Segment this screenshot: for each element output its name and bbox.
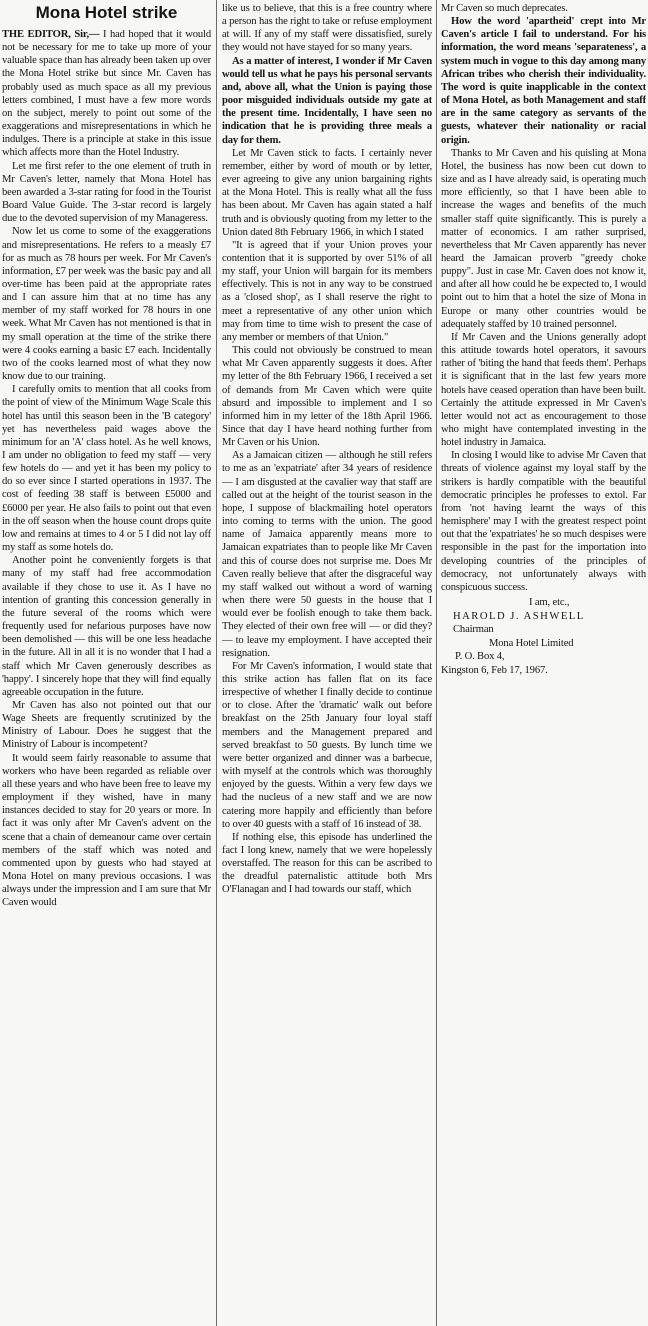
letter-paragraph: like us to believe, that this is a free country where a person has the right to take or refuse employment at will. If any of my staff were dissatisfied, surely they would not have stayed for so many years. — [222, 3, 432, 54]
signature-address-date: Kingston 6, Feb 17, 1967. — [441, 664, 548, 676]
letter-paragraph — [2, 28, 211, 160]
article-column-1 — [2, 2, 211, 1324]
column-rule — [216, 0, 217, 1326]
letter-paragraph: As a Jamaican citizen — although he still refers to me as an 'expatriate' after 34 years of residence — I am disgusted at the cavalier way that staff are called out at the height of the tourist season in the hope, I suppose of blackmailing hotel operators into coming to terms with the union. The good name of Jamaica apparently means more to Jamaican expatriates than to people like Mr Caven and this of course does not surprise me. Does Mr Caven really believe that after the disgraceful way my staff walked out without a word of warning when there were 50 guests in the house that I would ever be foolish enough to take them back. They elected of their own free will — or did they? — to leave my employment. I have accepted their resignation. — [222, 450, 432, 659]
article-column-3 — [441, 2, 646, 864]
signature-title: Chairman — [453, 624, 494, 636]
letter-paragraph: Now let us come to some of the exaggerations and misrepresentations. He refers to a measly £7 for as much as 78 hours per week. For Mr Caven's information, £7 per week was the basic pay and all over-time has been paid at the appropriate rates and I can assure him that at no time has any member of my staff worked for 78 hours in one week. What Mr Caven has not mentioned is that in my small operation at the time of the strike there were 4 cooks earning a basic £7 each. Incidentally two of the cooks learned most of what they now know due to our training. — [2, 226, 211, 383]
letter-paragraph: Mr Caven so much deprecates. — [441, 3, 568, 14]
quoted-paragraph: "It is agreed that if your Union proves your contention that it is supported by over 51% of all my staff, your Union will bargain for its members effectively. This is not in any way to be construed as a 'closed shop', as I shall reserve the right to meet a representative of any other union which may from time to time wish to present the case of any member or members of that Union." — [222, 239, 432, 343]
signature-block — [441, 596, 646, 677]
letter-paragraph: Thanks to Mr Caven and his quisling at Mona Hotel, the business has now been cut down to size and as I have already said, is operating much more efficiently, so that I have been able to increase the wages and benefits of the much smaller staff quite significantly. This is purely a matter of economics. I am rather surprised, nevertheless that Mr Caven apparently has never heard the Jamaican proverb "greedy choke puppy". Just in case Mr. Caven does not know it, and after all how could he be expected to, I would point out to him that a hotel the size of Mona in Europe or many other countries would be adequately staffed by 10 trained personnel. — [441, 147, 646, 330]
letter-paragraph: Let Mr Caven stick to facts. I certainly never remember, either by word of mouth or by letter, ever agreeing to give any union bargaining rights at the Mona Hotel. This is really what all the fuss has been about. Mr Caven has again stated a half truth and is obviously quoting from my letter to the Union dated 8th February 1966, in which I stated — [222, 147, 432, 238]
letter-paragraph: How the word 'apartheid' crept into Mr Caven's article I fail to understand. For his information, the word means 'separateness', a system much in vogue to this day among many African tribes who cherish their individuality. The word is quite inapplicable in the context of Mona Hotel, as both Management and staff are in the same category as servants of the guests, whatever their nationality or racial origin. — [441, 16, 646, 146]
paragraph-text: I had hoped that it would not be necessary for me to take up more of your valuable space than has already been taken up over the Mona Hotel strike but since Mr. Caven has probably used as much space as all my previous letters combined, I must have a few more words on the subject, merely to point out some of the exaggerations and misrepresentations in which he indulges. There is a principle at stake in this issue which affects more than the Hotel Industry. — [2, 29, 211, 159]
letter-paragraph: Another point he conveniently forgets is that many of my staff had free accommodation available if they chose to use it. As I have no intention of granting this concession generally in the future several of the rooms which were frequently used for nefarious purposes have now been demolished — this will be one less headache in the future. All in all it is no wonder that I had a staff which Mr Caven generously describes as 'happy'. I sincerely hope that they will find equally agreeable occupation in the future. — [2, 555, 211, 698]
signature-closing: I am, etc., — [529, 597, 570, 609]
signature-address: P. O. Box 4, — [455, 651, 505, 663]
letter-paragraph: If Mr Caven and the Unions generally adopt this attitude towards hotel operators, it savours rather of 'biting the hand that feeds them'. Perhaps it is significant that in the last few years more hotels have ceased operation than have been built. Certainly the attitude expressed in Mr Caven's letter would not act as encouragement to those who might have contemplated investing in the hotel industry in Jamaica. — [441, 331, 646, 449]
letter-paragraph: Let me first refer to the one element of truth in Mr Caven's letter, namely that Mona Hotel has been awarded a 3-star rating for food in the Tourist Board Value Guide. The 3-star record is largely due to the devoted supervision of my Manageress. — [2, 160, 211, 225]
article-column-2 — [222, 2, 432, 1324]
signature-name: HAROLD J. ASHWELL — [453, 610, 585, 622]
headline: Mona Hotel strike — [35, 3, 178, 22]
letter-paragraph: This could not obviously be construed to mean what Mr Caven apparently suggests it does. After my letter of the 8th February 1966, I received a set of demands from Mr Caven which were quite absurd and impossible to implement and I so informed him in my letter of the 18th April 1966. Since that day I have heard nothing further from Mr Caven or his Union. — [222, 345, 432, 449]
salutation: THE EDITOR, Sir,— — [2, 29, 100, 40]
letter-paragraph: For Mr Caven's information, I would state that this strike action has fallen flat on its face irrespective of whether I finally decide to continue or to close. After the 'dramatic' walk out before breakfast on the 25th January four loyal staff members and the Management prepared and served breakfast to 50 guests. By lunch time we were better organized and dinner was a barbecue, with myself at the controls which was thoroughly enjoyed by the guests. Within a very few days we had the nucleus of a new staff and we are now catering more happily and efficiently than before to over 40 guests with a staff of 16 instead of 38. — [222, 660, 432, 830]
letter-paragraph: It would seem fairly reasonable to assume that workers who have been regarded as reliable over all these years and who have been free to leave my employment if they wished, have in many instances decided to stay for 20 years or more. In fact it was only after Mr Caven's advent on the scene that a chain of demeanour came over certain members of the staff which was noted and commented upon by guests who had stayed at Mona Hotel on many previous occasions. I was always under the impression and I am sure that Mr Caven would — [2, 752, 211, 909]
letter-paragraph: In closing I would like to advise Mr Caven that threats of violence against my loyal staff by the strikers is hardly compatible with the beautiful democratic principles he professes to extol. Far from 'not having learnt the ways of this hemisphere' may I with the greatest respect point out that the 'expatriates' he so much despises were responsible in the past for the importation into developing countries of the principles of democracy, not unfortunately always with conspicuous success. — [441, 450, 646, 593]
column-rule — [436, 0, 437, 1326]
letter-paragraph: I carefully omits to mention that all cooks from the point of view of the Minimum Wage Scale this hotel has until this season been in the 'B category' yet has nevertheless paid wages above the minimum for an 'A' class hotel. As he well knows, I am under no obligation to feed my staff — very few hotels do — and yet it has been my policy to do so ever since I started operations in 1937. The cost of feeding 38 staff is between £5000 and £6000 per year. He also fails to point out that even in the off season when the house count drops quite low and remains at times to 4 or 5 I did not lay off my staff as some hotels do. — [2, 384, 211, 554]
letter-paragraph: As a matter of interest, I wonder if Mr Caven would tell us what he pays his personal servants and, above all, what the Union is paying those poor misguided individuals outside my gate at the present time. Incidentally, I have seen no indication that he is providing three meals a day for them. — [222, 55, 432, 146]
letter-paragraph: Mr Caven has also not pointed out that our Wage Sheets are frequently scrutinized by the Ministry of Labour. Does he suggest that the Ministry of Labour is incompetent? — [2, 699, 211, 751]
letter-paragraph: If nothing else, this episode has underlined the fact I long knew, namely that we were hopelessly overstaffed. The reason for this can be ascribed to the dreadful paternalistic attitude both Mrs O'Flanagan and I had towards our staff, which — [222, 831, 432, 896]
signature-organization: Mona Hotel Limited — [489, 637, 574, 649]
